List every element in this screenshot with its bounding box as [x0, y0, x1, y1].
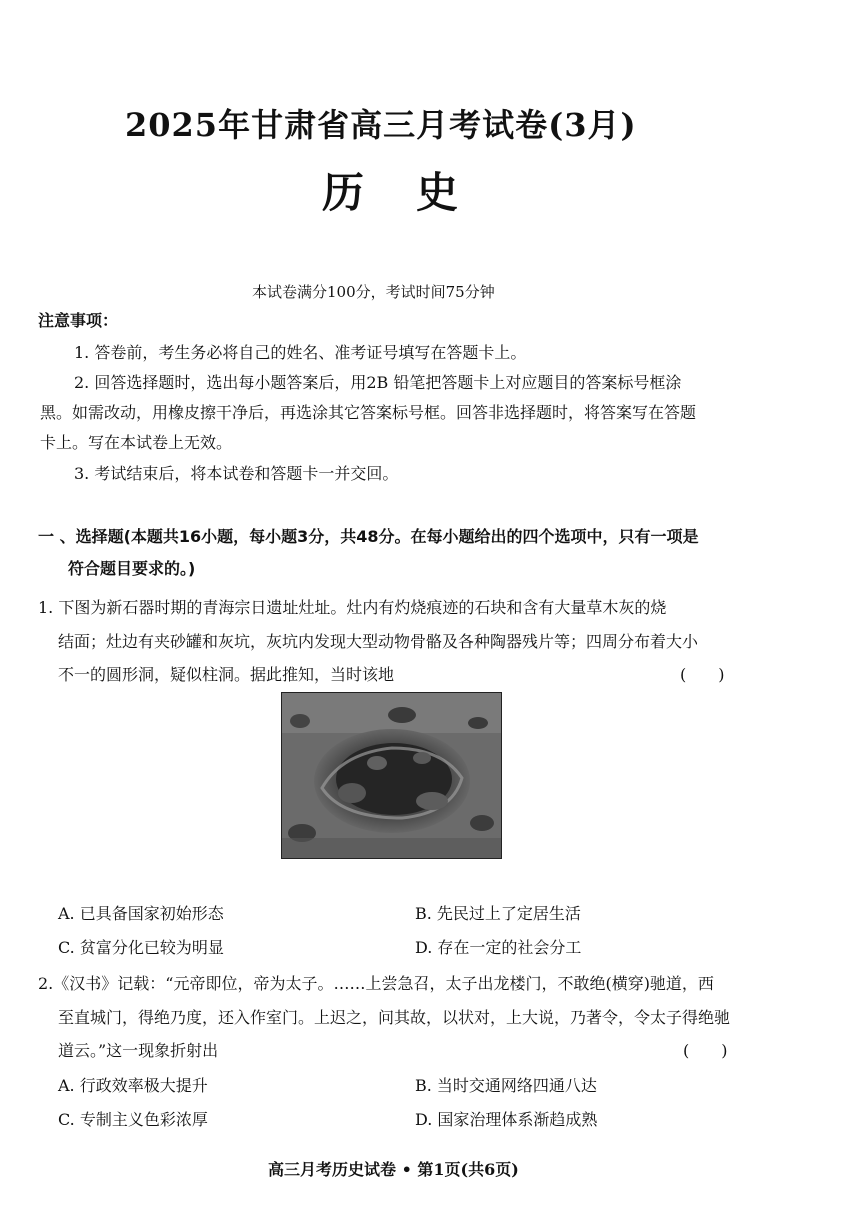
hearth-site-photo: [281, 692, 502, 859]
exam-meta: 本试卷满分100分，考试时间75分钟: [252, 283, 495, 301]
question-1-line: 结面；灶边有夹砂罐和灰坑，灰坑内发现大型动物骨骼及各种陶器残片等；四周分布着大小: [58, 632, 699, 651]
answer-bracket: ( ): [683, 1041, 728, 1060]
notice-item: 1. 答卷前，考生务必将自己的姓名、准考证号填写在答题卡上。: [74, 343, 527, 362]
option-a: A. 行政效率极大提升: [58, 1076, 208, 1095]
option-a: A. 已具备国家初始形态: [58, 904, 224, 923]
notice-heading: 注意事项：: [38, 311, 119, 330]
notice-item: 卡上。写在本试卷上无效。: [40, 433, 233, 452]
option-d: D. 国家治理体系渐趋成熟: [415, 1110, 598, 1129]
option-b: B. 当时交通网络四通八达: [415, 1076, 597, 1095]
notice-item: 黑。如需改动，用橡皮擦干净后，再选涂其它答案标号框。回答非选择题时，将答案写在答题: [40, 403, 697, 422]
option-c: C. 专制主义色彩浓厚: [58, 1110, 208, 1129]
option-c: C. 贫富分化已较为明显: [58, 938, 224, 957]
section-heading: 一 、选择题(本题共16小题，每小题3分，共48分。在每小题给出的四个选项中，只有一项是: [38, 527, 699, 546]
answer-bracket: ( ): [680, 665, 725, 684]
section-heading-cont: 符合题目要求的。): [68, 559, 196, 578]
question-1-line: 1. 下图为新石器时期的青海宗日遗址灶址。灶内有灼烧痕迹的石块和含有大量草木灰的烧: [38, 598, 667, 617]
question-1-line: 不一的圆形洞，疑似柱洞。据此推知，当时该地: [58, 665, 395, 684]
question-2-line: 2.《汉书》记载：“元帝即位，帝为太子。……上尝急召，太子出龙楼门，不敢绝(横穿)驰道，西: [38, 974, 714, 993]
option-d: D. 存在一定的社会分工: [415, 938, 582, 957]
subject-title: 历史: [322, 168, 511, 217]
notice-item: 2. 回答选择题时，选出每小题答案后，用2B 铅笔把答题卡上对应题目的答案标号框涂: [74, 373, 682, 392]
question-2-line: 至直城门，得绝乃度，还入作室门。上迟之，问其故，以状对，上大说，乃著令，令太子得绝驰: [58, 1008, 731, 1027]
option-b: B. 先民过上了定居生活: [415, 904, 581, 923]
page-footer: 高三月考历史试卷 • 第1页(共6页): [268, 1160, 519, 1179]
hearth-site-image: [282, 693, 501, 858]
notice-item: 3. 考试结束后，将本试卷和答题卡一并交回。: [74, 464, 399, 483]
question-2-line: 道云。”这一现象折射出: [58, 1041, 219, 1060]
exam-title: 2025年甘肃省高三月考试卷(3月): [125, 106, 637, 144]
